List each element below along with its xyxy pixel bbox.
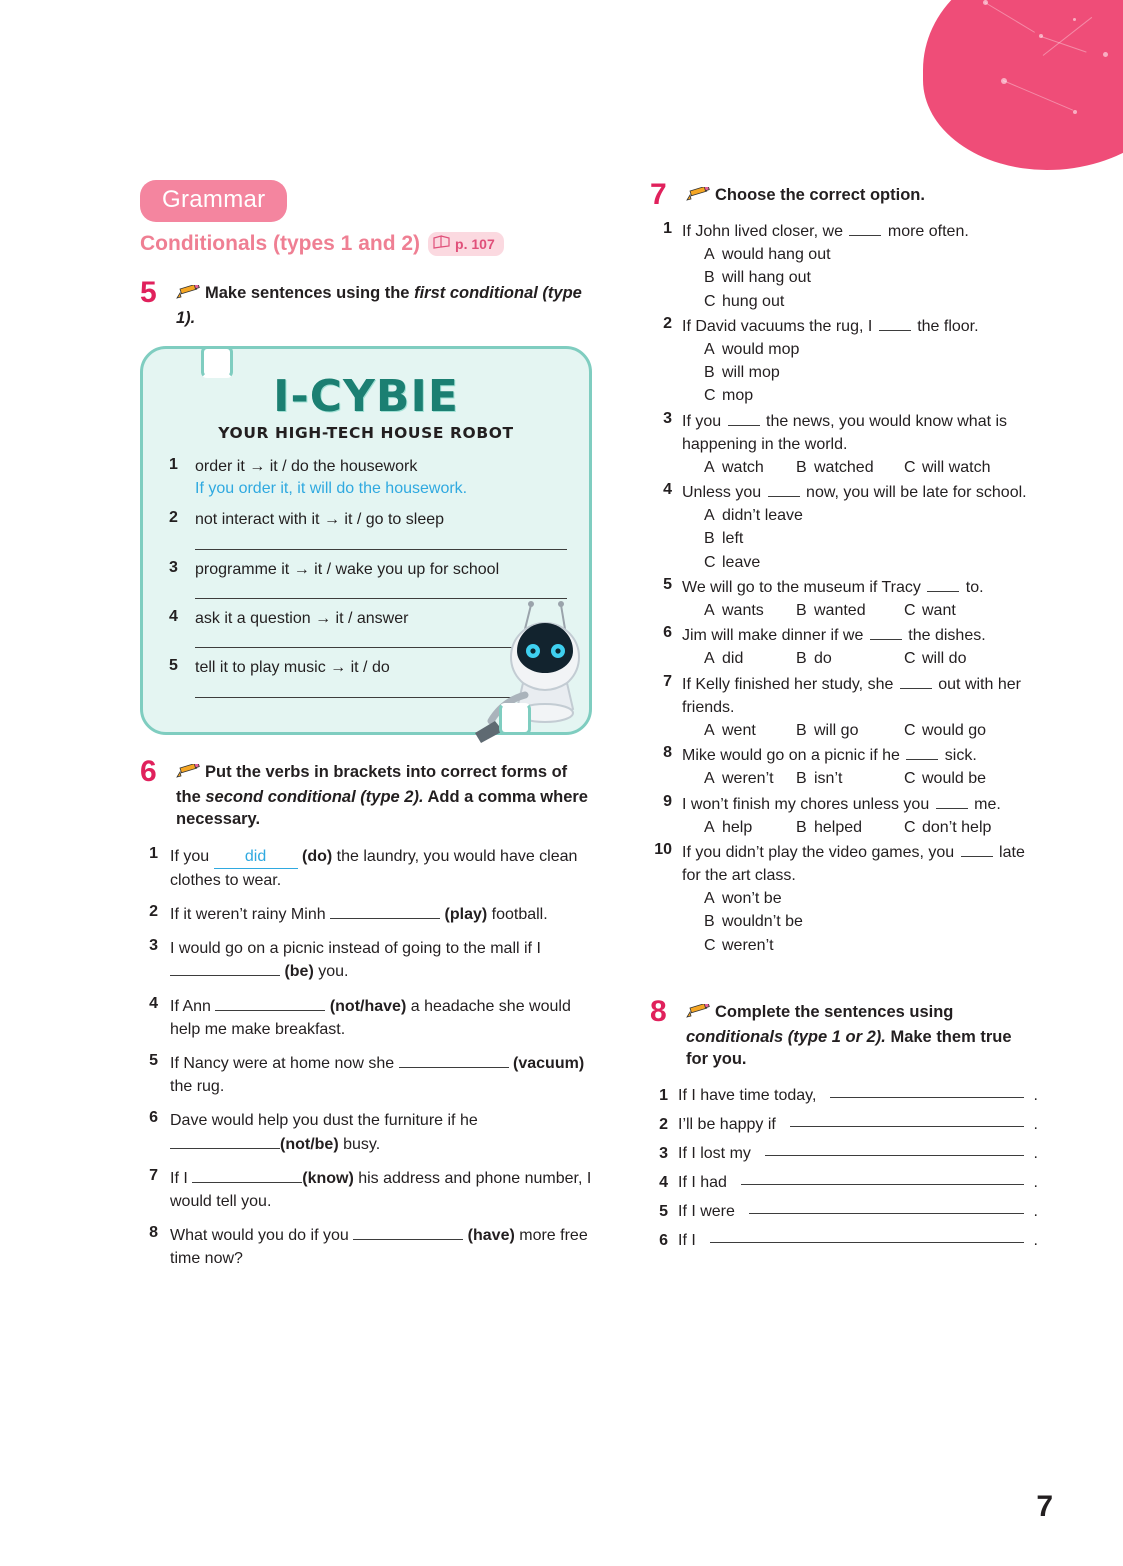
choice-option[interactable] [682, 910, 1038, 933]
robot-item-number: 5 [169, 657, 178, 675]
pencil-icon [686, 187, 710, 209]
robot-item-number: 3 [169, 558, 178, 576]
list-item [140, 1167, 592, 1213]
exercise-7-number: 7 [650, 178, 667, 211]
page-reference-badge[interactable] [428, 232, 504, 256]
choice-option[interactable] [904, 456, 990, 479]
blank-gap[interactable] [768, 483, 800, 497]
choice-option[interactable] [682, 243, 1038, 266]
verb-bracket: (not/be) [280, 1135, 339, 1153]
answer-line[interactable] [830, 1083, 1023, 1098]
choice-letter: B [796, 770, 807, 788]
robot-item-number: 1 [169, 455, 178, 473]
blank-gap[interactable] [936, 795, 968, 809]
item-text-pre: I would go on a picnic instead of going to the mall if I [170, 940, 541, 958]
exercise-7-instruction-wrap [686, 180, 925, 209]
choice-option[interactable] [904, 816, 991, 839]
page-reference-label: p. 107 [455, 235, 495, 252]
grammar-chip [140, 180, 592, 222]
choice-option[interactable] [796, 767, 904, 790]
book-icon [433, 235, 451, 252]
choice-group [682, 456, 1038, 479]
item-text-tail: the laundry, you would have clean clothes to wear. [170, 847, 578, 889]
question-stem [682, 410, 1038, 456]
choice-option[interactable] [682, 527, 1038, 550]
choice-letter: A [704, 602, 715, 619]
item-number: 3 [149, 937, 158, 955]
choice-text: weren’t [722, 770, 774, 788]
choice-letter: A [704, 721, 715, 739]
choice-group [682, 887, 1038, 957]
choice-option[interactable] [682, 551, 1038, 574]
exercise-6-instruction-b: second conditional (type 2). [205, 788, 424, 807]
item-number: 4 [659, 1173, 668, 1191]
pencil-icon [176, 764, 200, 786]
choice-text: will go [814, 721, 859, 739]
choice-text: will mop [722, 364, 780, 382]
item-text: If I lost my [678, 1144, 751, 1162]
choice-letter: B [796, 458, 807, 476]
list-item [650, 1114, 1038, 1134]
stem-post: late for the art class. [682, 843, 1025, 885]
exercise-6-number: 6 [140, 754, 157, 788]
stem-post: me. [969, 795, 1001, 813]
question-stem [682, 793, 1038, 816]
choice-text: leave [722, 553, 761, 571]
blank-gap[interactable] [900, 675, 932, 689]
item-number: 7 [663, 672, 672, 690]
choice-letter: C [704, 553, 716, 571]
stem-pre: We will go to the museum if Tracy [682, 578, 926, 596]
robot-item [169, 509, 563, 549]
mcq-item [650, 576, 1038, 622]
exercise-5-instruction-a: Make sentences using the [205, 284, 415, 302]
item-number: 6 [663, 624, 672, 642]
item-text-tail: busy. [338, 1135, 381, 1153]
item-number: 8 [663, 744, 672, 762]
exercise-5-heading [140, 278, 592, 330]
item-number: 1 [663, 220, 672, 237]
question-stem [682, 220, 1038, 243]
exercise-5-instruction [176, 278, 592, 330]
choice-text: would mop [722, 340, 800, 358]
stem-post: the dishes. [903, 627, 986, 645]
choice-text: wants [722, 602, 764, 619]
item-text: If I have time today, [678, 1086, 817, 1104]
choice-option[interactable] [682, 384, 1038, 407]
choice-letter: B [704, 913, 715, 931]
item-text-tail: his address and phone number, I would tell you. [170, 1169, 592, 1210]
question-stem [682, 576, 1038, 599]
exercise-6-instruction [176, 757, 592, 831]
choice-text: mop [722, 387, 754, 405]
item-text-pre: If Ann [170, 997, 216, 1015]
choice-letter: A [704, 246, 715, 264]
choice-letter: B [704, 530, 715, 548]
list-item [650, 1230, 1038, 1250]
choice-option[interactable] [904, 767, 986, 790]
item-text: If I had [678, 1173, 727, 1191]
verb-bracket: (play) [444, 906, 488, 924]
choice-text: hung out [722, 292, 785, 310]
list-item [140, 1052, 592, 1098]
choice-option[interactable] [796, 719, 904, 742]
answer-line[interactable] [710, 1228, 1024, 1243]
choice-letter: C [904, 650, 916, 668]
answer-line[interactable] [195, 532, 567, 550]
robot-activity-card [140, 346, 592, 735]
period: . [1033, 1231, 1038, 1249]
stem-pre: If Kelly finished her study, she [682, 675, 898, 693]
choice-letter: C [904, 458, 916, 476]
choice-text: left [722, 530, 744, 548]
grammar-chip-label: Grammar [140, 180, 287, 222]
choice-option[interactable] [704, 599, 796, 622]
choice-option[interactable] [704, 816, 796, 839]
exercise-8-number: 8 [650, 994, 667, 1028]
robot-item-answer[interactable]: If you order it, it will do the housework. [195, 479, 468, 497]
list-item [650, 1172, 1038, 1192]
list-item [650, 1143, 1038, 1163]
item-text-pre: If you [170, 847, 214, 865]
verb-bracket: (know) [302, 1169, 354, 1187]
blank-gap[interactable] [879, 317, 911, 331]
choice-text: wouldn’t be [722, 913, 803, 931]
question-stem [682, 315, 1038, 338]
choice-option[interactable] [796, 816, 904, 839]
choice-option[interactable] [796, 456, 904, 479]
choice-letter: C [904, 818, 916, 836]
stem-post: out with her friends. [682, 675, 1021, 716]
choice-text: will do [922, 650, 967, 668]
stem-post: more often. [883, 223, 969, 240]
period: . [1033, 1086, 1038, 1104]
choice-group [682, 338, 1038, 408]
item-number: 3 [659, 1144, 668, 1162]
exercise-6-heading [140, 754, 592, 831]
stem-pre: Jim will make dinner if we [682, 627, 868, 645]
choice-letter: A [704, 340, 715, 358]
robot-item-number: 4 [169, 608, 178, 626]
answer-line[interactable] [195, 581, 567, 599]
pencil-icon [176, 285, 200, 307]
item-text-pre: If it weren’t rainy Minh [170, 906, 331, 924]
item-text-tail: you. [313, 963, 349, 981]
robot-illustration [473, 599, 623, 754]
mcq-item [650, 315, 1038, 408]
list-item [140, 845, 592, 892]
list-item [650, 1201, 1038, 1221]
blank-gap[interactable] [728, 412, 760, 426]
choice-letter: B [796, 818, 807, 836]
choice-text: did [722, 650, 744, 668]
answer-field[interactable] [330, 904, 440, 919]
choice-text: wanted [814, 602, 866, 619]
choice-letter: B [796, 721, 807, 739]
exercise-8-instruction-c: Make them true for you. [686, 1028, 1012, 1069]
choice-text: will watch [922, 458, 991, 476]
blank-gap[interactable] [961, 843, 993, 857]
choice-option[interactable] [704, 456, 796, 479]
item-text-tail: more free time now? [170, 1227, 588, 1268]
list-item [140, 1109, 592, 1155]
choice-option[interactable] [682, 266, 1038, 289]
blank-gap[interactable] [906, 746, 938, 760]
stem-post: sick. [940, 747, 977, 765]
robot-item [169, 559, 563, 599]
stem-pre: If David vacuums the rug, I [682, 317, 877, 335]
choice-group [682, 599, 1038, 622]
answer-field[interactable] [399, 1053, 509, 1068]
choice-text: will hang out [722, 269, 811, 287]
choice-letter: A [704, 818, 715, 836]
answer-field[interactable] [192, 1168, 302, 1183]
choice-group [682, 504, 1038, 574]
answer-field[interactable] [170, 961, 280, 976]
item-number: 7 [149, 1166, 158, 1184]
blank-gap[interactable] [927, 578, 959, 592]
choice-text: won’t be [722, 890, 782, 908]
item-number: 5 [663, 575, 672, 593]
stem-pre: If you [682, 412, 726, 430]
verb-bracket: (do) [302, 847, 333, 865]
choice-text: helped [814, 818, 863, 836]
item-text-pre: Dave would help you dust the furniture if he [170, 1112, 478, 1130]
answer-field[interactable] [170, 1134, 280, 1149]
mcq-item [650, 793, 1038, 839]
stem-post: the floor. [912, 317, 979, 335]
item-text-pre: If I [170, 1169, 193, 1187]
choice-letter: C [904, 602, 916, 619]
choice-option[interactable] [796, 647, 904, 670]
item-number: 4 [663, 481, 672, 499]
item-number: 6 [659, 1231, 668, 1249]
list-item [140, 937, 592, 983]
topic-title: Conditionals (types 1 and 2) [140, 232, 421, 255]
answer-field[interactable] [353, 1225, 463, 1240]
item-number: 1 [659, 1086, 668, 1104]
robot-item [169, 456, 563, 501]
choice-letter: B [796, 650, 807, 668]
choice-text: help [722, 818, 753, 836]
item-text: If I [678, 1231, 696, 1249]
choice-text: would hang out [722, 246, 831, 264]
choice-text: want [922, 602, 956, 619]
mcq-item [650, 841, 1038, 957]
choice-letter: A [704, 890, 715, 908]
choice-text: don’t help [922, 818, 992, 836]
exercise-8-instruction-b: conditionals (type 1 or 2). [686, 1028, 886, 1047]
question-stem [682, 841, 1038, 887]
choice-letter: C [704, 292, 716, 310]
item-text-pre: If Nancy were at home now she [170, 1054, 399, 1072]
exercise-8-heading [650, 994, 1038, 1071]
item-number: 2 [663, 314, 672, 332]
choice-text: watched [814, 458, 874, 476]
choice-group [682, 719, 1038, 742]
choice-option[interactable] [682, 290, 1038, 313]
item-number: 8 [149, 1224, 158, 1242]
choice-option[interactable] [904, 647, 966, 670]
choice-letter: A [704, 650, 715, 668]
answer-line[interactable] [749, 1199, 1024, 1214]
choice-group [682, 767, 1038, 790]
exercise-5-number: 5 [140, 276, 157, 309]
choice-letter: A [704, 770, 715, 788]
item-number: 6 [149, 1109, 158, 1127]
page-number: 7 [1036, 1490, 1053, 1523]
choice-text: would go [922, 721, 987, 739]
stem-post: now, you will be late for school. [801, 484, 1027, 502]
period: . [1033, 1173, 1038, 1191]
choice-letter: B [796, 602, 807, 619]
exercise-8-list [650, 1085, 1038, 1250]
exercise-8-instruction-wrap [686, 997, 1038, 1071]
topic-row [140, 232, 592, 256]
verb-bracket: (not/have) [329, 997, 407, 1015]
choice-letter: B [704, 364, 715, 382]
robot-item-number: 2 [169, 509, 178, 527]
choice-option[interactable] [682, 504, 1038, 527]
blank-gap[interactable] [870, 626, 902, 640]
verb-bracket: (be) [284, 963, 314, 981]
item-number: 5 [149, 1051, 158, 1069]
choice-group [682, 816, 1038, 839]
item-number: 1 [149, 844, 158, 862]
choice-text: didn’t leave [722, 507, 803, 525]
stem-pre: I won’t finish my chores unless you [682, 795, 934, 813]
period: . [1033, 1115, 1038, 1133]
choice-letter: A [704, 458, 715, 476]
list-item [140, 903, 592, 926]
pencil-icon [686, 1004, 710, 1026]
stem-pre: If John lived closer, we [682, 223, 848, 240]
choice-option[interactable] [904, 599, 956, 622]
robot-item-prompt: order it → it / do the housework [195, 457, 418, 475]
right-column [650, 180, 1038, 1281]
choice-option[interactable] [682, 338, 1038, 361]
choice-letter: C [704, 936, 716, 954]
item-number: 5 [659, 1202, 668, 1220]
mcq-item [650, 744, 1038, 790]
choice-letter: B [704, 269, 715, 287]
choice-option[interactable] [904, 719, 986, 742]
item-number: 3 [663, 409, 672, 427]
choice-letter: C [904, 770, 916, 788]
choice-text: went [722, 721, 756, 739]
stem-pre: Mike would go on a picnic if he [682, 747, 905, 765]
item-number: 2 [149, 903, 158, 921]
exercise-5-instruction-b: first conditional (type 1). [176, 284, 582, 328]
question-stem [682, 624, 1038, 647]
answer-line[interactable] [765, 1141, 1024, 1156]
choice-letter: C [704, 387, 716, 405]
answer-line[interactable] [741, 1170, 1024, 1185]
verb-bracket: (vacuum) [513, 1054, 585, 1072]
choice-text: do [814, 650, 832, 668]
stem-pre: Unless you [682, 484, 766, 502]
list-item [140, 995, 592, 1041]
item-text-tail: a headache she would help me make breakfast. [170, 997, 571, 1038]
exercise-6-list [140, 845, 592, 1271]
left-column [140, 180, 592, 1281]
item-text-pre: What would you do if you [170, 1227, 354, 1245]
choice-option[interactable] [682, 887, 1038, 910]
stem-post: the news, you would know what is happening in the world. [682, 412, 1008, 453]
item-text: I’ll be happy if [678, 1115, 776, 1133]
robot-brand-subtitle: YOUR HIGH-TECH HOUSE ROBOT [218, 423, 514, 442]
mcq-item [650, 410, 1038, 480]
mcq-item [650, 220, 1038, 313]
exercise-7-list [650, 220, 1038, 957]
choice-text: isn’t [814, 770, 843, 788]
exercise-8-instruction-a: Complete the sentences using [715, 1002, 954, 1021]
choice-text: weren’t [722, 936, 774, 954]
robot-item-prompt: not interact with it → it / go to sleep [195, 511, 445, 529]
exercise-6-instruction-c: Add a comma where necessary. [176, 788, 588, 829]
choice-group [682, 647, 1038, 670]
item-number: 2 [659, 1115, 668, 1133]
choice-text: watch [722, 458, 764, 476]
choice-option[interactable] [704, 767, 796, 790]
choice-option[interactable] [796, 599, 904, 622]
robot-item-prompt: programme it → it / wake you up for school [195, 560, 500, 578]
mcq-item [650, 624, 1038, 670]
robot-item-prompt: tell it to play music → it / do [195, 659, 390, 677]
question-stem [682, 481, 1038, 504]
item-number: 9 [663, 792, 672, 810]
item-text-tail: the rug. [170, 1078, 225, 1096]
blank-gap[interactable] [849, 222, 881, 236]
period: . [1033, 1144, 1038, 1162]
list-item [650, 1085, 1038, 1105]
item-text-tail: football. [487, 906, 548, 924]
choice-option[interactable] [682, 361, 1038, 384]
verb-bracket: (have) [467, 1227, 515, 1245]
item-number: 4 [149, 994, 158, 1012]
stem-pre: If you didn’t play the video games, you [682, 843, 959, 861]
choice-group [682, 243, 1038, 313]
question-stem [682, 744, 1038, 767]
answer-field[interactable]: did [214, 845, 298, 869]
mcq-item [650, 673, 1038, 743]
choice-letter: C [904, 721, 916, 739]
robot-brand-name: I-CYBIE [273, 370, 459, 422]
stem-post: to. [961, 578, 984, 596]
mcq-item [650, 481, 1038, 574]
choice-text: would be [922, 770, 987, 788]
list-item [140, 1224, 592, 1270]
choice-option[interactable] [682, 934, 1038, 957]
choice-option[interactable] [704, 719, 796, 742]
answer-line[interactable] [790, 1112, 1024, 1127]
choice-option[interactable] [704, 647, 796, 670]
robot-item-prompt: ask it a question → it / answer [195, 610, 409, 628]
exercise-6-instruction-a: Put the verbs in brackets into correct forms of the [176, 762, 568, 807]
period: . [1033, 1202, 1038, 1220]
choice-letter: A [704, 507, 715, 525]
item-number: 10 [654, 840, 672, 858]
answer-field[interactable] [215, 996, 325, 1011]
item-text: If I were [678, 1202, 735, 1220]
exercise-7-instruction: Choose the correct option. [715, 186, 925, 204]
question-stem [682, 673, 1038, 719]
exercise-7-heading [650, 180, 1038, 210]
